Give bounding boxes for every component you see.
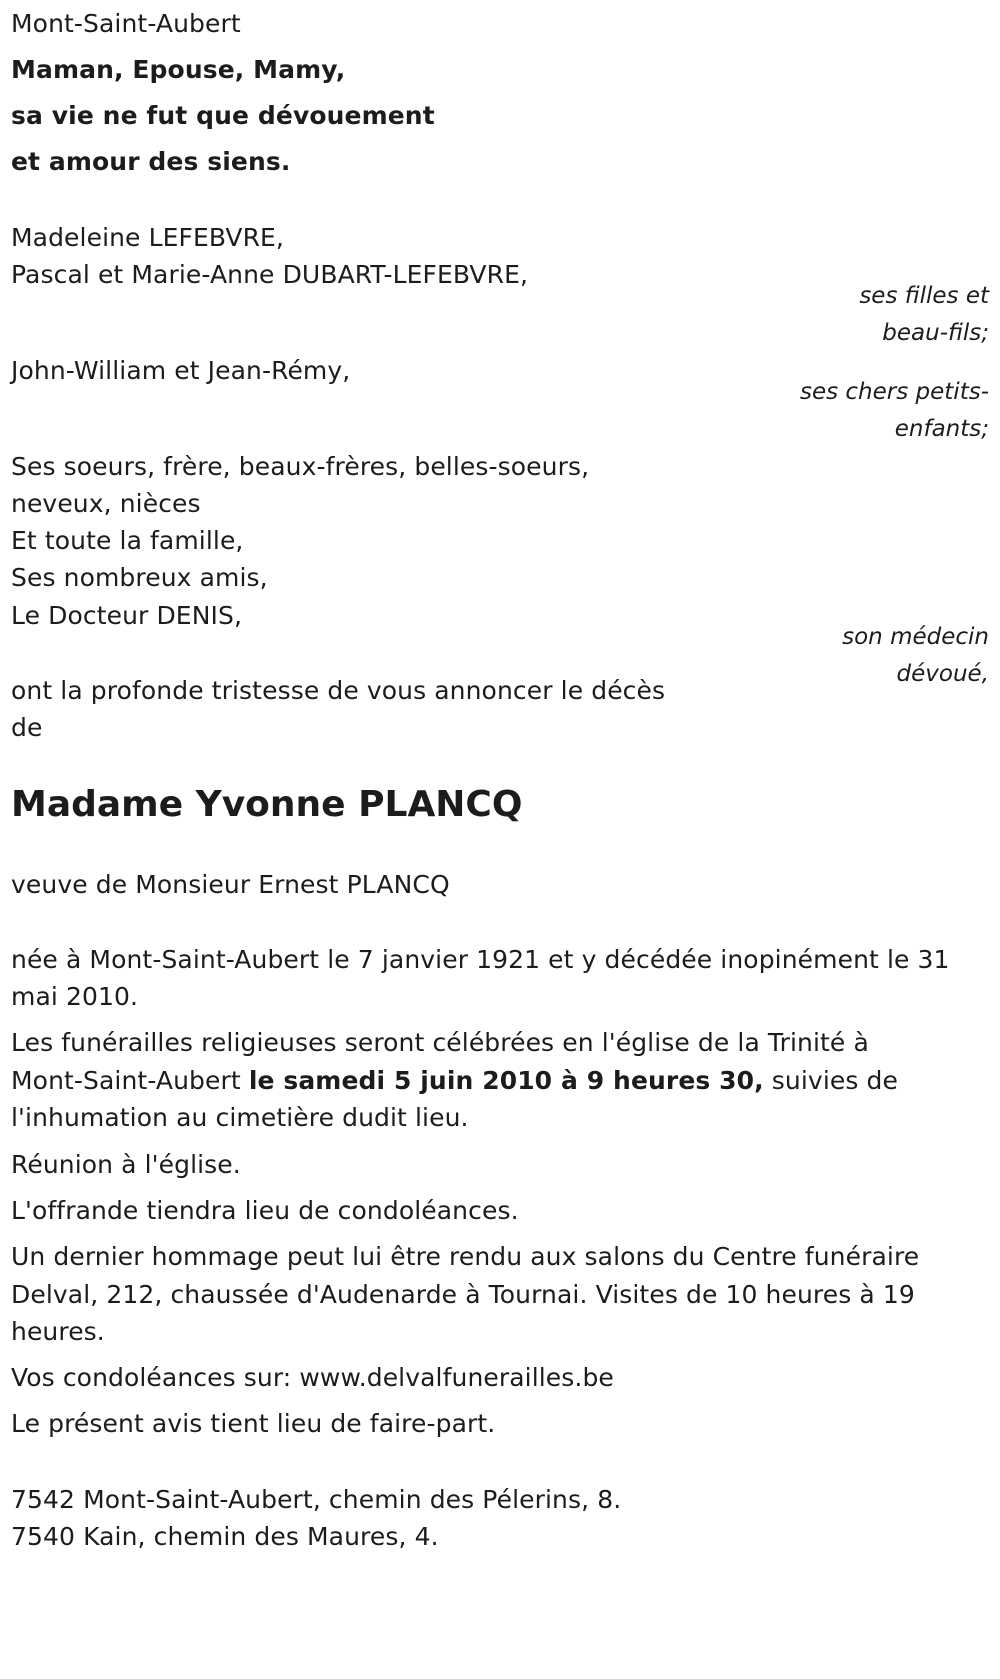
- epitaph-line-3: et amour des siens.: [11, 147, 291, 176]
- funeral-line-3: l'inhumation au cimetière dudit lieu.: [11, 1103, 469, 1132]
- grandchildren-role-line-2: enfants;: [894, 416, 989, 442]
- address-2: 7540 Kain, chemin des Maures, 4.: [11, 1522, 439, 1551]
- funeral-line-2: [11, 1061, 898, 1101]
- family-others-line-2: neveux, nièces: [11, 489, 201, 518]
- daughters-role-line-1: ses filles et: [859, 283, 989, 309]
- funeral-date-time: le samedi 5 juin 2010 à 9 heures 30,: [248, 1066, 764, 1095]
- grandchildren-role-line-1: ses chers petits-: [799, 379, 989, 405]
- condolences-note: Vos condoléances sur: www.delvalfunerailles.be: [11, 1363, 614, 1392]
- place-heading: Mont-Saint-Aubert: [11, 9, 241, 38]
- family-others-line-4: Ses nombreux amis,: [11, 563, 268, 592]
- epitaph-line-1: Maman, Epouse, Mamy,: [11, 55, 346, 84]
- daughters-role-line-2: beau-fils;: [882, 320, 989, 346]
- homage-line-3: heures.: [11, 1317, 105, 1346]
- doctor-role-line-1: son médecin: [842, 624, 989, 650]
- address-1: 7542 Mont-Saint-Aubert, chemin des Pélerins, 8.: [11, 1485, 622, 1514]
- funeral-line-2-prefix: Mont-Saint-Aubert: [11, 1066, 249, 1095]
- family-grandchildren: John-William et Jean-Rémy,: [11, 356, 351, 385]
- funeral-line-1: Les funérailles religieuses seront célébrées en l'église de la Trinité à: [11, 1028, 869, 1057]
- reunion-note: Réunion à l'église.: [11, 1150, 241, 1179]
- family-others-line-5: Le Docteur DENIS,: [11, 601, 242, 630]
- offering-note: L'offrande tiendra lieu de condoléances.: [11, 1196, 519, 1225]
- doctor-role-line-2: dévoué,: [896, 661, 989, 687]
- birth-death-line-2: mai 2010.: [11, 982, 139, 1011]
- funeral-line-2-suffix: suivies de: [763, 1066, 898, 1095]
- family-daughter-1: Madeleine LEFEBVRE,: [11, 223, 284, 252]
- epitaph-line-2: sa vie ne fut que dévouement: [11, 101, 435, 130]
- widow-of: veuve de Monsieur Ernest PLANCQ: [11, 870, 450, 899]
- family-daughter-2: Pascal et Marie-Anne DUBART-LEFEBVRE,: [11, 260, 529, 289]
- homage-line-1: Un dernier hommage peut lui être rendu aux salons du Centre funéraire: [11, 1242, 920, 1271]
- homage-line-2: Delval, 212, chaussée d'Audenarde à Tournai. Visites de 10 heures à 19: [11, 1280, 915, 1309]
- announcement-line-2: de: [11, 713, 43, 742]
- family-others-line-1: Ses soeurs, frère, beaux-frères, belles-soeurs,: [11, 452, 590, 481]
- announcement-line-1: ont la profonde tristesse de vous annoncer le décès: [11, 676, 666, 705]
- notice-note: Le présent avis tient lieu de faire-part.: [11, 1409, 496, 1438]
- family-others-line-3: Et toute la famille,: [11, 526, 244, 555]
- deceased-name: Madame Yvonne PLANCQ: [11, 784, 523, 825]
- birth-death-line-1: née à Mont-Saint-Aubert le 7 janvier 1921 et y décédée inopinément le 31: [11, 945, 950, 974]
